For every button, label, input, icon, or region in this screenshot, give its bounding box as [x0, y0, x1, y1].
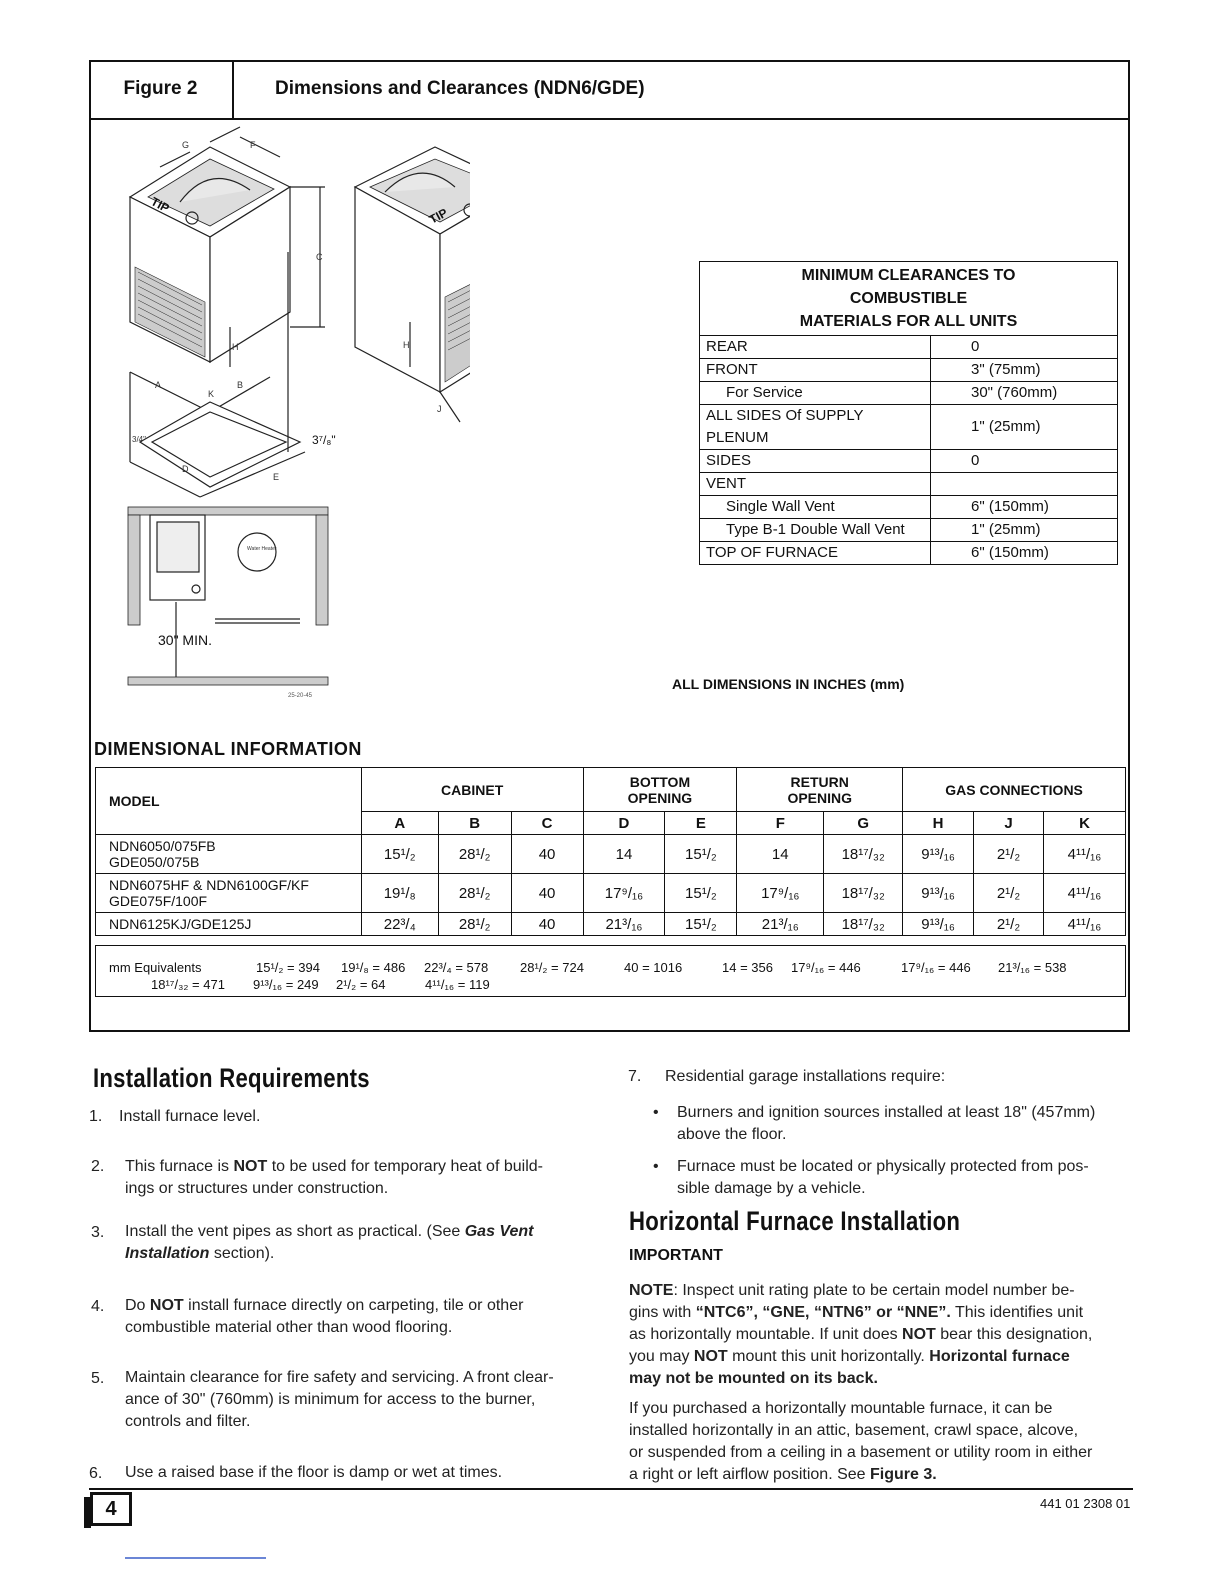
bullet-icon: •: [653, 1158, 659, 1175]
value-cell: 40: [511, 913, 583, 936]
text-line: [629, 1280, 1149, 1302]
text-run: combustible material other than wood flooring.: [125, 1319, 453, 1336]
left-furnace-illustration: [130, 127, 336, 497]
clearances-title-line: MINIMUM CLEARANCES TO: [801, 267, 1016, 284]
text-line: above the floor.: [677, 1126, 787, 1143]
dim-e-label: E: [273, 472, 280, 482]
col-letter: K: [1043, 812, 1125, 835]
mm-equivalent: 28¹/₂ = 724: [520, 960, 584, 975]
clearance-value: 6" (150mm): [931, 496, 1118, 519]
text-run: gins with: [629, 1304, 696, 1321]
install-item-3: [125, 1221, 605, 1265]
mm-equivalent: 19¹/₈ = 486: [341, 960, 406, 975]
emphasis: NOTE: [629, 1282, 674, 1299]
value-cell: 18¹⁷/₃₂: [824, 874, 903, 913]
clearance-value: 6" (150mm): [931, 542, 1118, 565]
mm-equivalent: 40 = 1016: [624, 960, 683, 975]
dimensional-table: [95, 767, 1126, 936]
model-name: NDN6050/075FB: [109, 838, 216, 854]
bullet-icon: •: [653, 1104, 659, 1121]
install-item-5: [125, 1367, 605, 1433]
dim-c-label: C: [316, 252, 323, 262]
clearances-title: [700, 262, 1118, 336]
clearance-value: 0: [931, 450, 1118, 473]
text-line: Furnace must be located or physically protected from pos-: [677, 1158, 1089, 1175]
bottom-opening-header: [583, 768, 737, 812]
dimensional-heading: DIMENSIONAL INFORMATION: [94, 739, 362, 759]
dim-h-right-label: H: [403, 340, 410, 350]
return-opening-header: [737, 768, 903, 812]
drawing-code: 25-20-45: [288, 693, 313, 699]
value-cell: 9¹³/₁₆: [903, 874, 974, 913]
value-cell: 17⁹/₁₆: [583, 874, 665, 913]
group-header-row: [96, 768, 1126, 812]
value-cell: 4¹¹/₁₆: [1043, 835, 1125, 874]
value-cell: 18¹⁷/₃₂: [824, 835, 903, 874]
clearance-row-double-wall: [700, 519, 1118, 542]
value-cell: 40: [511, 874, 583, 913]
value-cell: 15¹/₂: [665, 835, 737, 874]
garage-bullet-2: [677, 1156, 1147, 1200]
clearance-label: For Service: [700, 382, 931, 405]
install-item-1: Install furnace level.: [119, 1108, 261, 1125]
clearance-row-rear: [700, 336, 1118, 359]
emphasis: NOT: [233, 1158, 268, 1175]
text-line: [629, 1346, 1149, 1368]
text-line: Maintain clearance for fire safety and servicing. A front clear-: [125, 1369, 554, 1386]
value-cell: 40: [511, 835, 583, 874]
tip-label-left: TIP: [148, 194, 172, 216]
text-run: section).: [209, 1245, 275, 1262]
text-line: sible damage by a vehicle.: [677, 1180, 866, 1197]
value-cell: 14: [737, 835, 824, 874]
value-cell: 21³/₁₆: [737, 913, 824, 936]
figure-header: [89, 60, 1130, 120]
figure-reference: Figure 3.: [870, 1466, 937, 1483]
cabinet-header: CABINET: [361, 768, 583, 812]
text-line: Burners and ignition sources installed at least 18" (457mm): [677, 1104, 1096, 1121]
emphasis: Horizontal furnace: [929, 1348, 1070, 1365]
clearances-title-row: [700, 262, 1118, 336]
gas-connections-header: GAS CONNECTIONS: [903, 768, 1126, 812]
install-item-4: [125, 1295, 605, 1339]
min-clearance-label: 30" MIN.: [158, 632, 212, 648]
text-line: [629, 1368, 1149, 1390]
link-underline: [125, 1557, 266, 1559]
water-heater-label: Water Heater: [247, 546, 277, 552]
important-label: IMPORTANT: [629, 1247, 723, 1264]
clearance-label: VENT: [700, 473, 931, 496]
value-cell: 17⁹/₁₆: [737, 874, 824, 913]
horizontal-paragraph: [629, 1398, 1149, 1486]
col-letter: B: [438, 812, 511, 835]
garage-bullet-1: [677, 1102, 1147, 1146]
clearance-row-sides: [700, 450, 1118, 473]
clearance-value: 3" (75mm): [931, 359, 1118, 382]
emphasis: NOT: [902, 1326, 936, 1343]
value-cell: 19¹/₈: [361, 874, 438, 913]
mm-equivalent: 14 = 356: [722, 960, 773, 975]
clearance-row-single-wall: [700, 496, 1118, 519]
tip-label-right: TIP: [426, 205, 450, 227]
clearance-row-service: [700, 382, 1118, 405]
install-item-2: [125, 1156, 605, 1200]
list-number: 3.: [91, 1224, 105, 1241]
right-furnace-illustration: [355, 147, 470, 422]
value-cell: 15¹/₂: [361, 835, 438, 874]
model-name: NDN6075HF & NDN6100GF/KF: [109, 877, 309, 893]
text-line: controls and filter.: [125, 1413, 251, 1430]
clearances-table: [699, 261, 1118, 565]
install-item-7: Residential garage installations require:: [665, 1068, 946, 1085]
page-number: 4: [90, 1492, 132, 1526]
col-letter: E: [665, 812, 737, 835]
emphasis: Gas Vent: [464, 1223, 534, 1240]
offset-left-label: 3/4": [132, 435, 146, 444]
clearance-value: 30" (760mm): [931, 382, 1118, 405]
clearance-label: TOP OF FURNACE: [700, 542, 931, 565]
text-run: mount this unit horizontally.: [727, 1348, 930, 1365]
offset-right-label: 3⁷/₈": [312, 433, 336, 447]
value-cell: 9¹³/₁₆: [903, 913, 974, 936]
clearance-label: Single Wall Vent: [700, 496, 931, 519]
value-cell: 9¹³/₁₆: [903, 835, 974, 874]
clearance-row-vent: [700, 473, 1118, 496]
value-cell: 28¹/₂: [438, 835, 511, 874]
text-run: : Inspect unit rating plate to be certain model number be-: [673, 1282, 1075, 1299]
mm-equivalent: 2¹/₂ = 64: [336, 977, 386, 992]
value-cell: 15¹/₂: [665, 913, 737, 936]
clearance-value: [931, 473, 1118, 496]
value-cell: 28¹/₂: [438, 874, 511, 913]
dim-d-label: D: [182, 464, 189, 474]
col-letter: H: [903, 812, 974, 835]
text-run: This identifies unit: [950, 1304, 1084, 1321]
clearance-label: REAR: [700, 336, 931, 359]
table-row: [96, 835, 1126, 874]
value-cell: 2¹/₂: [974, 874, 1044, 913]
text-run: as horizontally mountable. If unit does: [629, 1326, 903, 1343]
emphasis: Installation: [125, 1245, 210, 1262]
text-run: bear this designation,: [935, 1326, 1093, 1343]
mm-equivalents-box: [95, 945, 1126, 997]
emphasis: NOT: [149, 1297, 184, 1314]
bottom-opening-line: OPENING: [627, 789, 693, 806]
return-opening-line: RETURN: [790, 773, 849, 790]
clearance-row-front: [700, 359, 1118, 382]
clearance-label: FRONT: [700, 359, 931, 382]
value-cell: 2¹/₂: [974, 913, 1044, 936]
value-cell: 28¹/₂: [438, 913, 511, 936]
text-line: [629, 1464, 1149, 1486]
list-number: 5.: [91, 1370, 105, 1387]
model-cell: [96, 913, 362, 936]
dim-k-label: K: [208, 389, 215, 399]
figure-label: Figure 2: [89, 60, 234, 118]
mm-equivalents-label: mm Equivalents: [109, 960, 202, 975]
text-run: a right or left airflow position. See: [629, 1466, 871, 1483]
value-cell: 2¹/₂: [974, 835, 1044, 874]
return-opening-line: OPENING: [787, 789, 853, 806]
text-line: installed horizontally in an attic, basement, crawl space, alcove,: [629, 1422, 1079, 1439]
value-cell: 21³/₁₆: [583, 913, 665, 936]
clearance-value: 0: [931, 336, 1118, 359]
value-cell: 4¹¹/₁₆: [1043, 874, 1125, 913]
mm-equivalent: 15¹/₂ = 394: [256, 960, 320, 975]
model-name: NDN6125KJ/GDE125J: [109, 916, 252, 932]
table-row: [96, 913, 1126, 936]
mm-equivalent: 4¹¹/₁₆ = 119: [425, 977, 490, 992]
col-letter: J: [974, 812, 1044, 835]
clearance-label: ALL SIDES Of SUPPLY PLENUM: [700, 405, 931, 450]
col-letter: C: [511, 812, 583, 835]
floor-plan-illustration: [128, 507, 328, 699]
document-number: 441 01 2308 01: [1040, 1496, 1131, 1511]
dim-a-label: A: [155, 380, 162, 390]
value-cell: 14: [583, 835, 665, 874]
value-cell: 15¹/₂: [665, 874, 737, 913]
clearances-title-line: MATERIALS FOR ALL UNITS: [799, 313, 1018, 330]
text-line: If you purchased a horizontally mountable furnace, it can be: [629, 1400, 1053, 1417]
text-line: or suspended from a ceiling in a basement or utility room in either: [629, 1444, 1093, 1461]
model-cell: [96, 835, 362, 874]
dim-j-label: J: [437, 404, 442, 414]
emphasis: “NTC6”, “GNE, “NTN6” or “NNE”.: [695, 1304, 951, 1321]
text-run: Do: [125, 1297, 150, 1314]
mm-equivalent: 22³/₄ = 578: [424, 960, 489, 975]
footer-rule: [89, 1488, 1133, 1490]
model-name: GDE075F/100F: [109, 893, 208, 909]
horizontal-heading: Horizontal Furnace Installation: [629, 1206, 961, 1236]
install-item-6: Use a raised base if the floor is damp or wet at times.: [125, 1464, 503, 1481]
emphasis: NOT: [693, 1348, 728, 1365]
value-cell: 22³/₄: [361, 913, 438, 936]
text-run: This furnace is: [125, 1158, 234, 1175]
list-number: 2.: [91, 1158, 105, 1175]
list-number: 7.: [628, 1068, 642, 1085]
text-run: you may: [629, 1348, 694, 1365]
clearances-title-line: COMBUSTIBLE: [849, 290, 968, 307]
clearance-value: 1" (25mm): [931, 405, 1118, 450]
clearance-label: Type B-1 Double Wall Vent: [700, 519, 931, 542]
text-run: Install the vent pipes as short as practical. (See: [125, 1223, 465, 1240]
value-cell: 4¹¹/₁₆: [1043, 913, 1125, 936]
model-header: MODEL: [96, 768, 362, 835]
mm-equivalent: 18¹⁷/₃₂ = 471: [151, 977, 225, 992]
text-line: [629, 1302, 1149, 1324]
text-run: to be used for temporary heat of build-: [267, 1158, 543, 1175]
col-letter: A: [361, 812, 438, 835]
clearance-row-top: [700, 542, 1118, 565]
mm-equivalent: 9¹³/₁₆ = 249: [253, 977, 319, 992]
dim-b-label: B: [237, 380, 244, 390]
col-letter: G: [824, 812, 903, 835]
clearance-label: SIDES: [700, 450, 931, 473]
list-number: 6.: [89, 1465, 103, 1482]
dim-h-left-label: H: [232, 342, 239, 352]
clearance-value: 1" (25mm): [931, 519, 1118, 542]
text-run: install furnace directly on carpeting, tile or other: [183, 1297, 524, 1314]
dim-f-label: F: [250, 140, 256, 150]
table-row: [96, 874, 1126, 913]
installation-heading: Installation Requirements: [93, 1063, 370, 1093]
emphasis: may not be mounted on its back.: [629, 1370, 878, 1387]
mm-equivalent: 21³/₁₆ = 538: [998, 960, 1067, 975]
col-letter: F: [737, 812, 824, 835]
text-line: ance of 30" (760mm) is minimum for access to the burner,: [125, 1391, 536, 1408]
col-letter: D: [583, 812, 665, 835]
model-name: GDE050/075B: [109, 854, 200, 870]
list-number: 4.: [91, 1298, 105, 1315]
figure-title: Dimensions and Clearances (NDN6/GDE): [275, 78, 645, 99]
bottom-opening-line: BOTTOM: [629, 773, 691, 790]
model-cell: [96, 874, 362, 913]
furnace-dimension-drawing: [110, 122, 470, 707]
mm-equivalent: 17⁹/₁₆ = 446: [901, 960, 971, 975]
text-line: [629, 1324, 1149, 1346]
value-cell: 18¹⁷/₃₂: [824, 913, 903, 936]
text-run: ings or structures under construction.: [125, 1180, 389, 1197]
mm-equivalent: 17⁹/₁₆ = 446: [791, 960, 861, 975]
list-number: 1.: [89, 1108, 103, 1125]
clearance-row-plenum: [700, 405, 1118, 450]
dimensions-units-note: ALL DIMENSIONS IN INCHES (mm): [672, 676, 905, 692]
dim-g-label: G: [182, 140, 190, 150]
note-paragraph: [629, 1280, 1149, 1390]
